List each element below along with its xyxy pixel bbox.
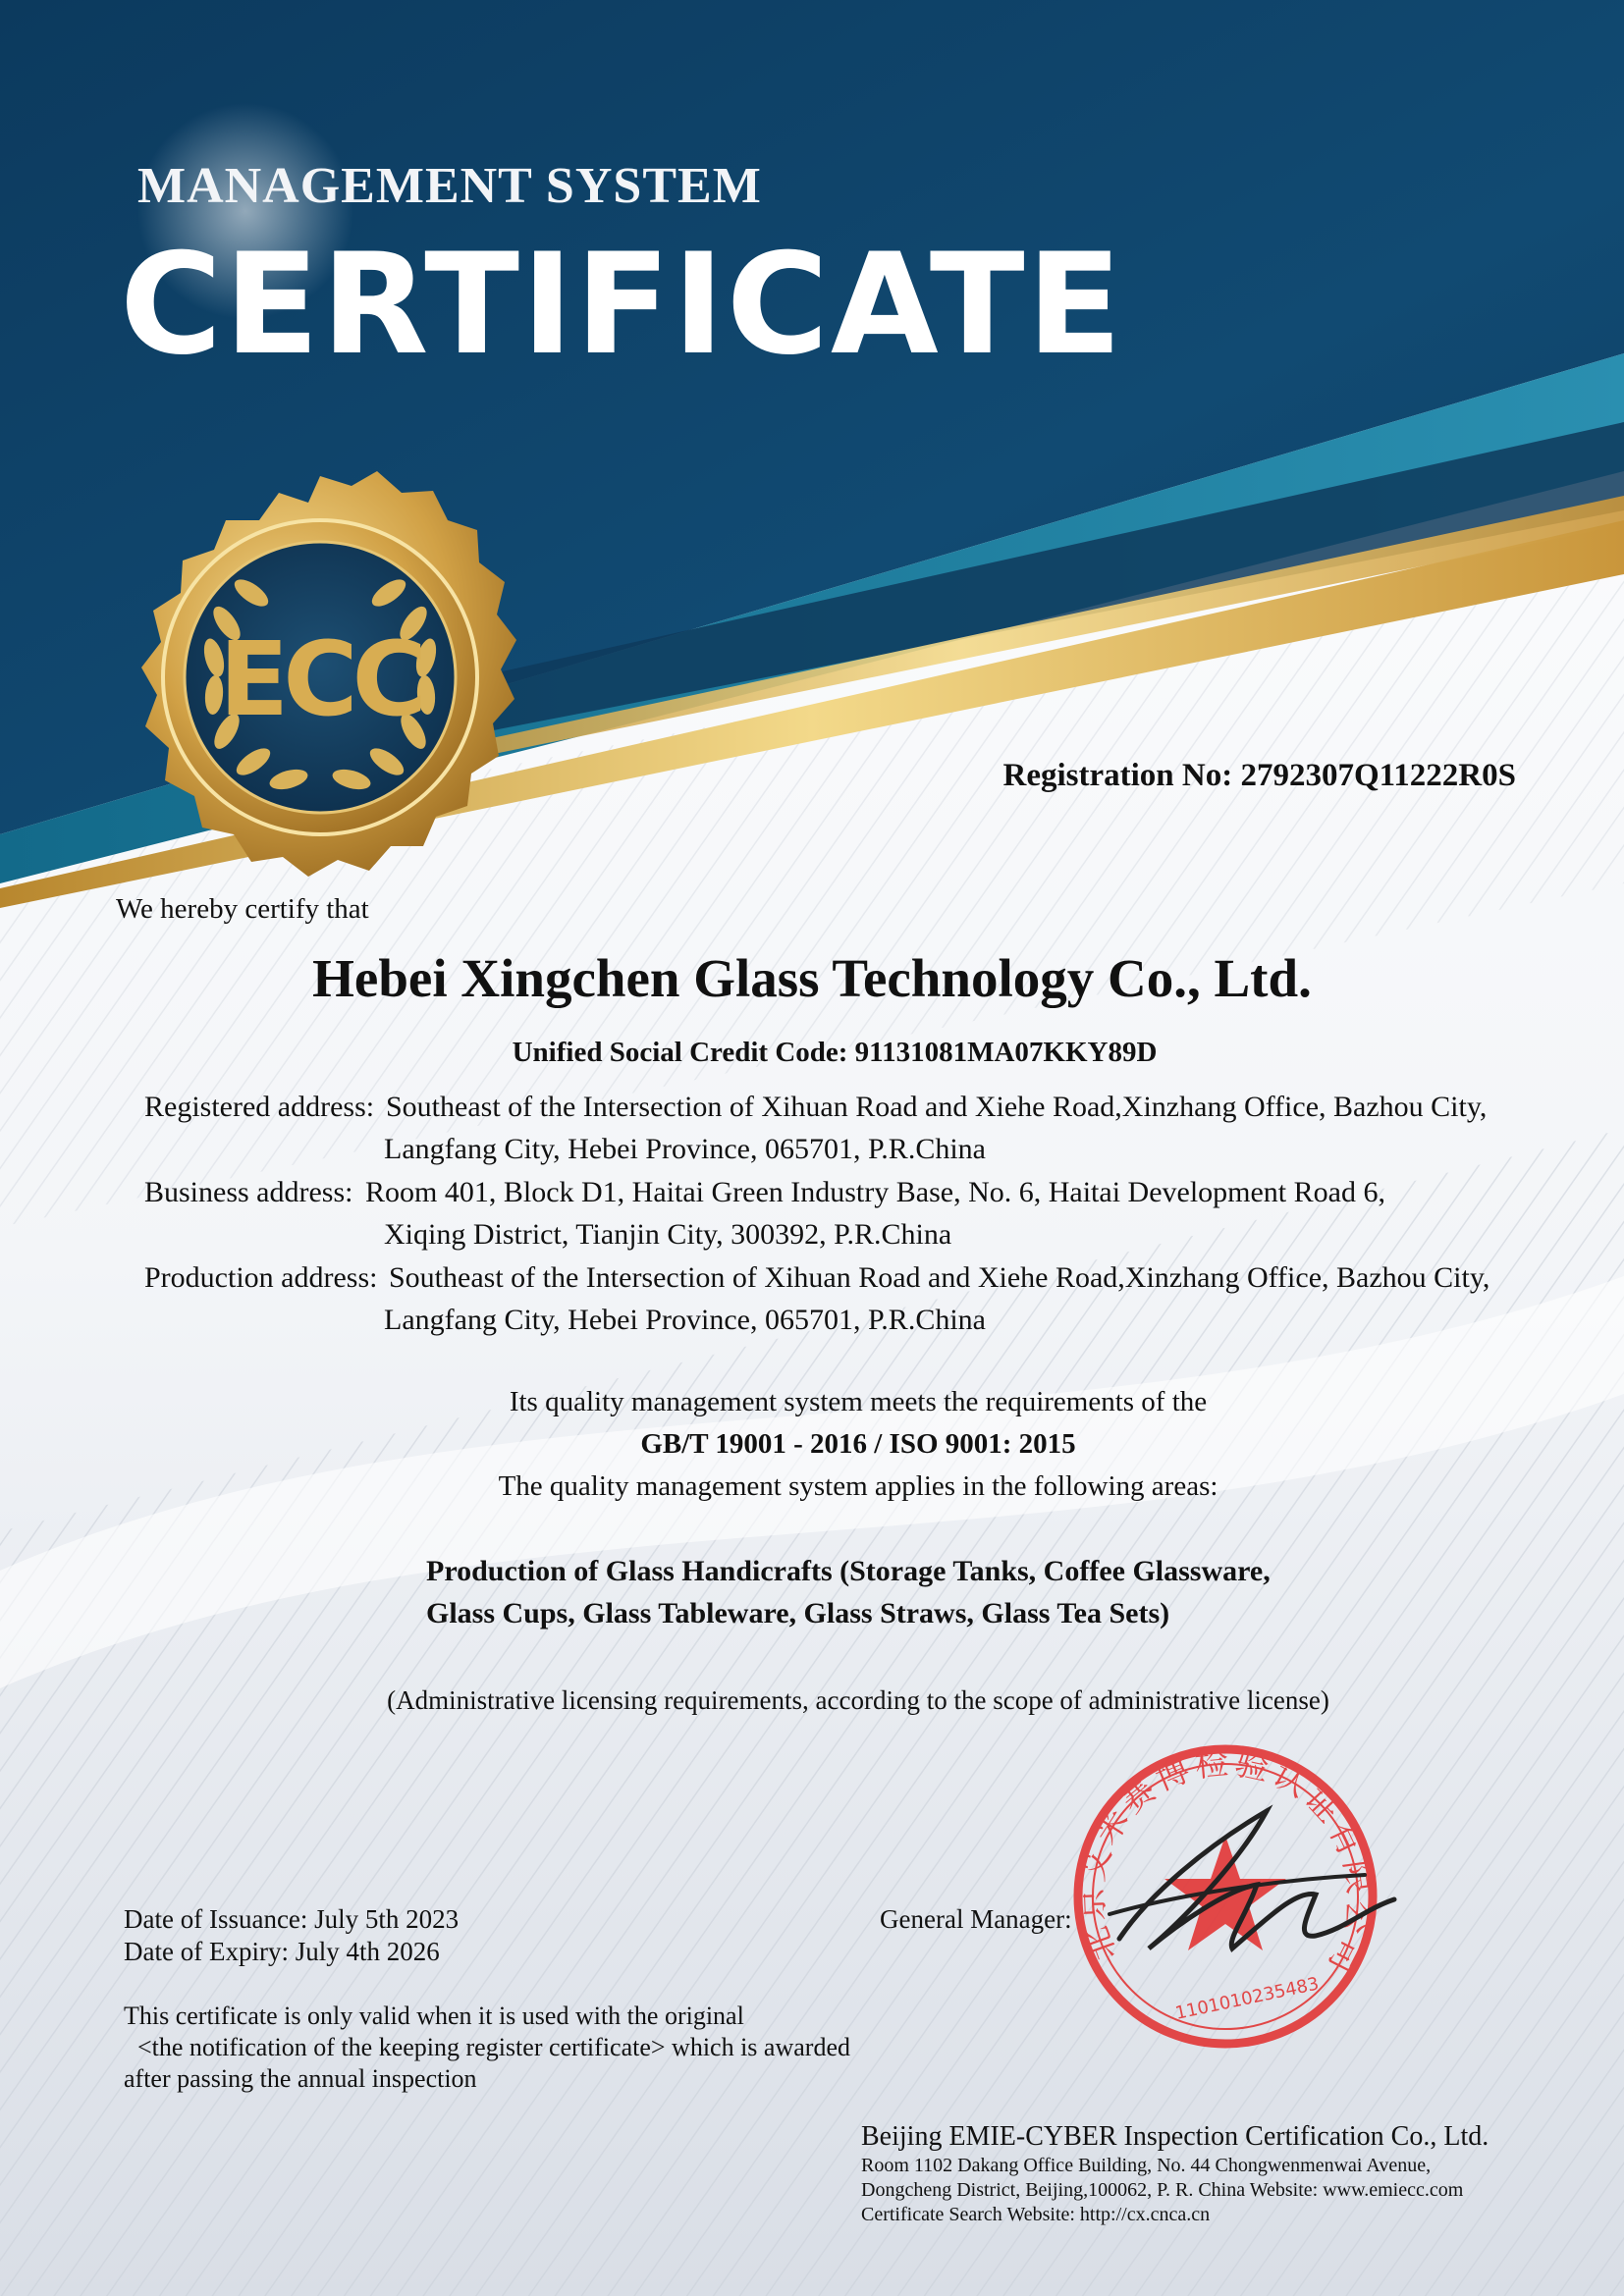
production-address-line2: Langfang City, Hebei Province, 065701, P.R.China — [384, 1304, 986, 1336]
registered-address-label: Registered address: — [144, 1091, 375, 1123]
issuer-name: Beijing EMIE-CYBER Inspection Certification Co., Ltd. — [861, 2121, 1489, 2152]
issuance-date: Date of Issuance: July 5th 2023 — [124, 1904, 460, 1934]
production-address-label: Production address: — [144, 1261, 378, 1294]
business-address-label: Business address: — [144, 1176, 353, 1208]
admin-note: (Administrative licensing requirements, according to the scope of administrative license) — [387, 1685, 1329, 1715]
issuer-address-line1: Room 1102 Dakang Office Building, No. 44 Chongwenmenwai Avenue, — [861, 2155, 1432, 2176]
business-address-line2: Xiqing District, Tianjin City, 300392, P.R.China — [384, 1218, 952, 1251]
validity-line2: <the notification of the keeping register certificate> which is awarded — [137, 2033, 850, 2061]
heading-certificate: CERTIFICATE — [120, 224, 1124, 386]
ecc-emblem-text: ECC — [219, 619, 421, 739]
company-name: Hebei Xingchen Glass Technology Co., Ltd. — [312, 948, 1312, 1008]
expiry-date: Date of Expiry: July 4th 2026 — [124, 1937, 440, 1966]
scope-line2: Glass Cups, Glass Tableware, Glass Straws, Glass Tea Sets) — [426, 1597, 1170, 1629]
validity-line3: after passing the annual inspection — [124, 2064, 477, 2093]
credit-code: Unified Social Credit Code: 91131081MA07KKY89D — [512, 1037, 1158, 1068]
stamp-number: 1101010235483 — [1173, 1973, 1322, 2024]
issuer-search-website: Certificate Search Website: http://cx.cnca.cn — [861, 2204, 1211, 2225]
registered-address-line1: Southeast of the Intersection of Xihuan Road and Xiehe Road,Xinzhang Office, Bazhou City, — [386, 1091, 1488, 1123]
heading-management-system: MANAGEMENT SYSTEM — [137, 158, 762, 214]
requirements-intro: Its quality management system meets the requirements of the — [509, 1386, 1208, 1417]
scope-line1: Production of Glass Handicrafts (Storage Tanks, Coffee Glassware, — [426, 1555, 1271, 1587]
applies-intro: The quality management system applies in the following areas: — [498, 1470, 1218, 1502]
registered-address-line2: Langfang City, Hebei Province, 065701, P.R.China — [384, 1133, 986, 1165]
registration-number: Registration No: 2792307Q11222R0S — [1002, 758, 1516, 793]
stamp-text: 北京艾米赛博检验认证有限公司 — [1071, 1742, 1380, 1984]
standard: GB/T 19001 - 2016 / ISO 9001: 2015 — [640, 1428, 1076, 1460]
certify-intro: We hereby certify that — [116, 893, 369, 925]
general-manager-label: General Manager: — [880, 1904, 1072, 1934]
business-address-line1: Room 401, Block D1, Haitai Green Industry Base, No. 6, Haitai Development Road 6, — [365, 1176, 1385, 1208]
validity-line1: This certificate is only valid when it is used with the original — [124, 2002, 744, 2030]
production-address-line1: Southeast of the Intersection of Xihuan Road and Xiehe Road,Xinzhang Office, Bazhou City, — [389, 1261, 1490, 1294]
issuer-address-line2: Dongcheng District, Beijing,100062, P. R. China Website: www.emiecc.com — [861, 2179, 1464, 2201]
